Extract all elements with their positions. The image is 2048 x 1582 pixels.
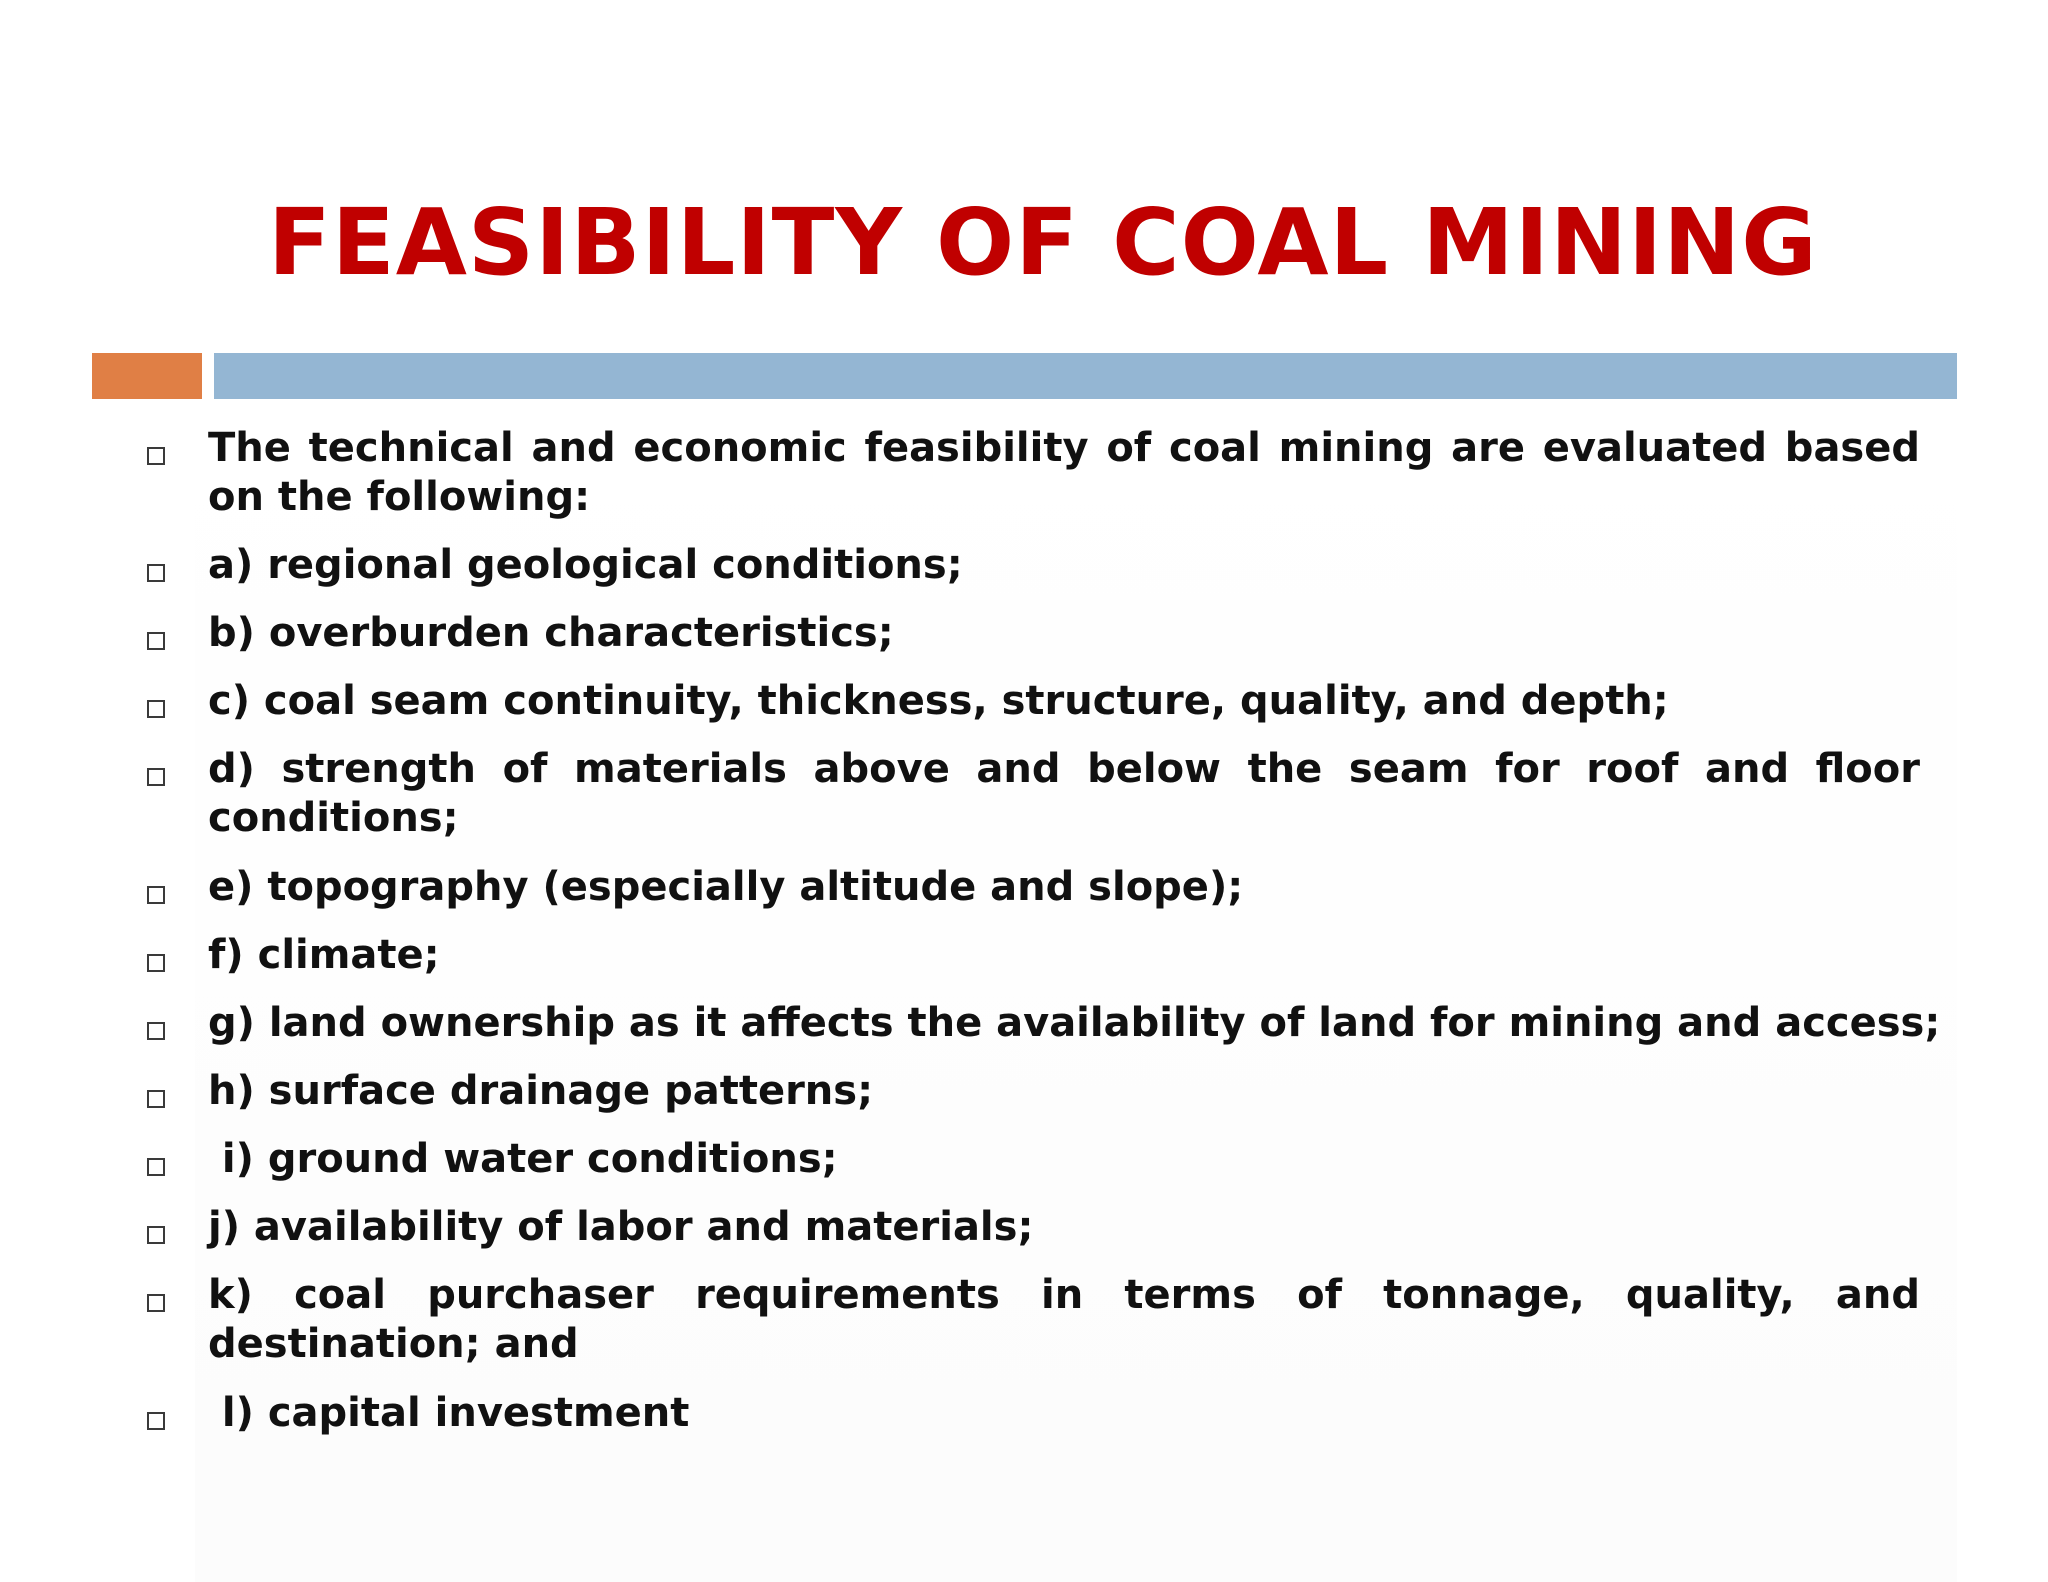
bullet-text: c) coal seam continuity, thickness, structure, quality, and depth; [208,678,1669,724]
square-bullet-icon [147,447,165,465]
bullet-text: The technical and economic feasibility of coal mining are evaluated based on the following: [208,425,1920,520]
bullet-text: a) regional geological conditions; [208,542,963,588]
square-bullet-icon [147,1412,165,1430]
square-bullet-icon [147,954,165,972]
square-bullet-icon [147,1294,165,1312]
square-bullet-icon [147,700,165,718]
bullet-text: f) climate; [208,932,440,978]
bullet-text: i) ground water conditions; [208,1136,838,1182]
square-bullet-icon [147,768,165,786]
bullet-text: b) overburden characteristics; [208,610,894,656]
bullet-text: h) surface drainage patterns; [208,1068,874,1114]
square-bullet-icon [147,1090,165,1108]
bullet-text: k) coal purchaser requirements in terms of tonnage, quality, and destination; and [208,1272,1920,1367]
accent-bar-blue [214,353,1957,399]
slide-title: FEASIBILITY OF COAL MINING [268,189,1818,296]
square-bullet-icon [147,1022,165,1040]
square-bullet-icon [147,886,165,904]
square-bullet-icon [147,1226,165,1244]
bullet-text: e) topography (especially altitude and slope); [208,864,1244,910]
bullet-text: d) strength of materials above and below the seam for roof and floor conditions; [208,746,1920,841]
bullet-text: l) capital investment [208,1390,690,1436]
accent-bar-orange [92,353,202,399]
bullet-text: j) availability of labor and materials; [208,1204,1034,1250]
square-bullet-icon [147,564,165,582]
bullet-text: g) land ownership as it affects the availability of land for mining and access; [208,1000,1941,1046]
square-bullet-icon [147,1158,165,1176]
square-bullet-icon [147,632,165,650]
